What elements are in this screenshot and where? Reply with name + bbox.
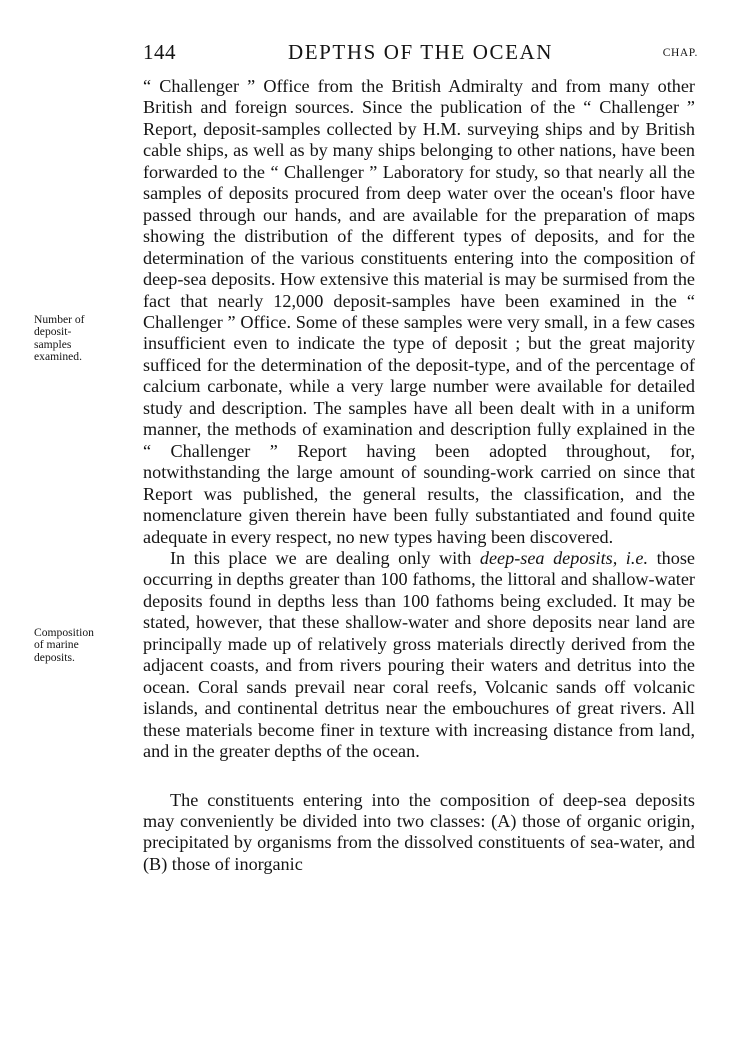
paragraph-text: those occurring in depths greater than 100 fathoms, the littoral and shallow-water deposits found in depths less than 100 fathoms being excluded. It may be stated, however, that these shallow-water and shore deposits near land are principally made up of relatively gross materials directly derived from the adjacent coasts, and from rivers pouring their waters and detritus into the ocean. Coral sands prevail near coral reefs, Volcanic sands off volcanic islands, and continental detritus near the embouchures of great rivers. All these materials become finer in texture with increasing distance from land, and in the greater depths of the ocean. bbox=[143, 547, 695, 762]
paragraph: “ Challenger ” Office from the British Admiralty and from many other British and foreign sources. Since the publication of the “ Challenger ” Report, deposit-samples collected by H.M. surveying ships and by British cable ships, as well as by many ships belonging to other nations, have been forwarded to the “ Challenger ” Laboratory for study, so that nearly all the samples of deposits procured from deep water over the ocean's floor have passed through our hands, and are available for the preparation of maps showing the distribution of the different types of deposits, and for the determination of the various constituents entering into the composition of deep-sea deposits. How extensive this material is may be surmised from the fact that nearly 12,000 deposit-samples have been examined in the “ Challenger ” Office. Some of these samples were very small, in a few cases insufficient even to indicate the type of deposit ; but the great majority sufficed for the determination of the deposit-type, and of the percentage of calcium carbonate, while a very large number were available for detailed study and description. The samples have all been dealt with in a uniform manner, the methods of examination and description fully explained in the “ Challenger ” Report having been adopted throughout, for, notwithstanding the large amount of sounding-work carried on since that Report was published, the general results, the classification, and the nomenclature given therein have been fully substantiated and found quite adequate in every respect, no new types having been discovered. bbox=[143, 76, 695, 547]
paragraph bbox=[143, 548, 695, 763]
emphasis-text: deep-sea deposits, i.e. bbox=[479, 547, 649, 568]
page-header bbox=[143, 40, 698, 76]
paragraph: The constituents entering into the composition of deep-sea deposits may conveniently be divided into two classes: (A) those of organic origin, precipitated by organisms from the dissolved constituents of sea-water, and (B) those of inorganic bbox=[143, 789, 695, 874]
running-title: DEPTHS OF THE OCEAN bbox=[287, 40, 554, 64]
sidenote-line: examined. bbox=[34, 350, 82, 364]
sidenote-line: samples bbox=[34, 337, 72, 351]
sidenote-line: deposit- bbox=[34, 325, 72, 339]
sidenote-line: deposits. bbox=[34, 650, 75, 664]
sidenote-marine-deposits bbox=[34, 627, 140, 664]
sidenote-line: Number of bbox=[34, 313, 85, 326]
sidenote-samples-examined bbox=[34, 314, 140, 364]
body-text bbox=[143, 76, 695, 875]
paragraph-text: In this place we are dealing only with bbox=[170, 547, 480, 568]
sidenote-line: of marine bbox=[34, 638, 79, 652]
chapter-mark: CHAP. bbox=[662, 47, 698, 59]
page-number: 144 bbox=[143, 40, 176, 64]
sidenote-line: Composition bbox=[34, 626, 94, 639]
